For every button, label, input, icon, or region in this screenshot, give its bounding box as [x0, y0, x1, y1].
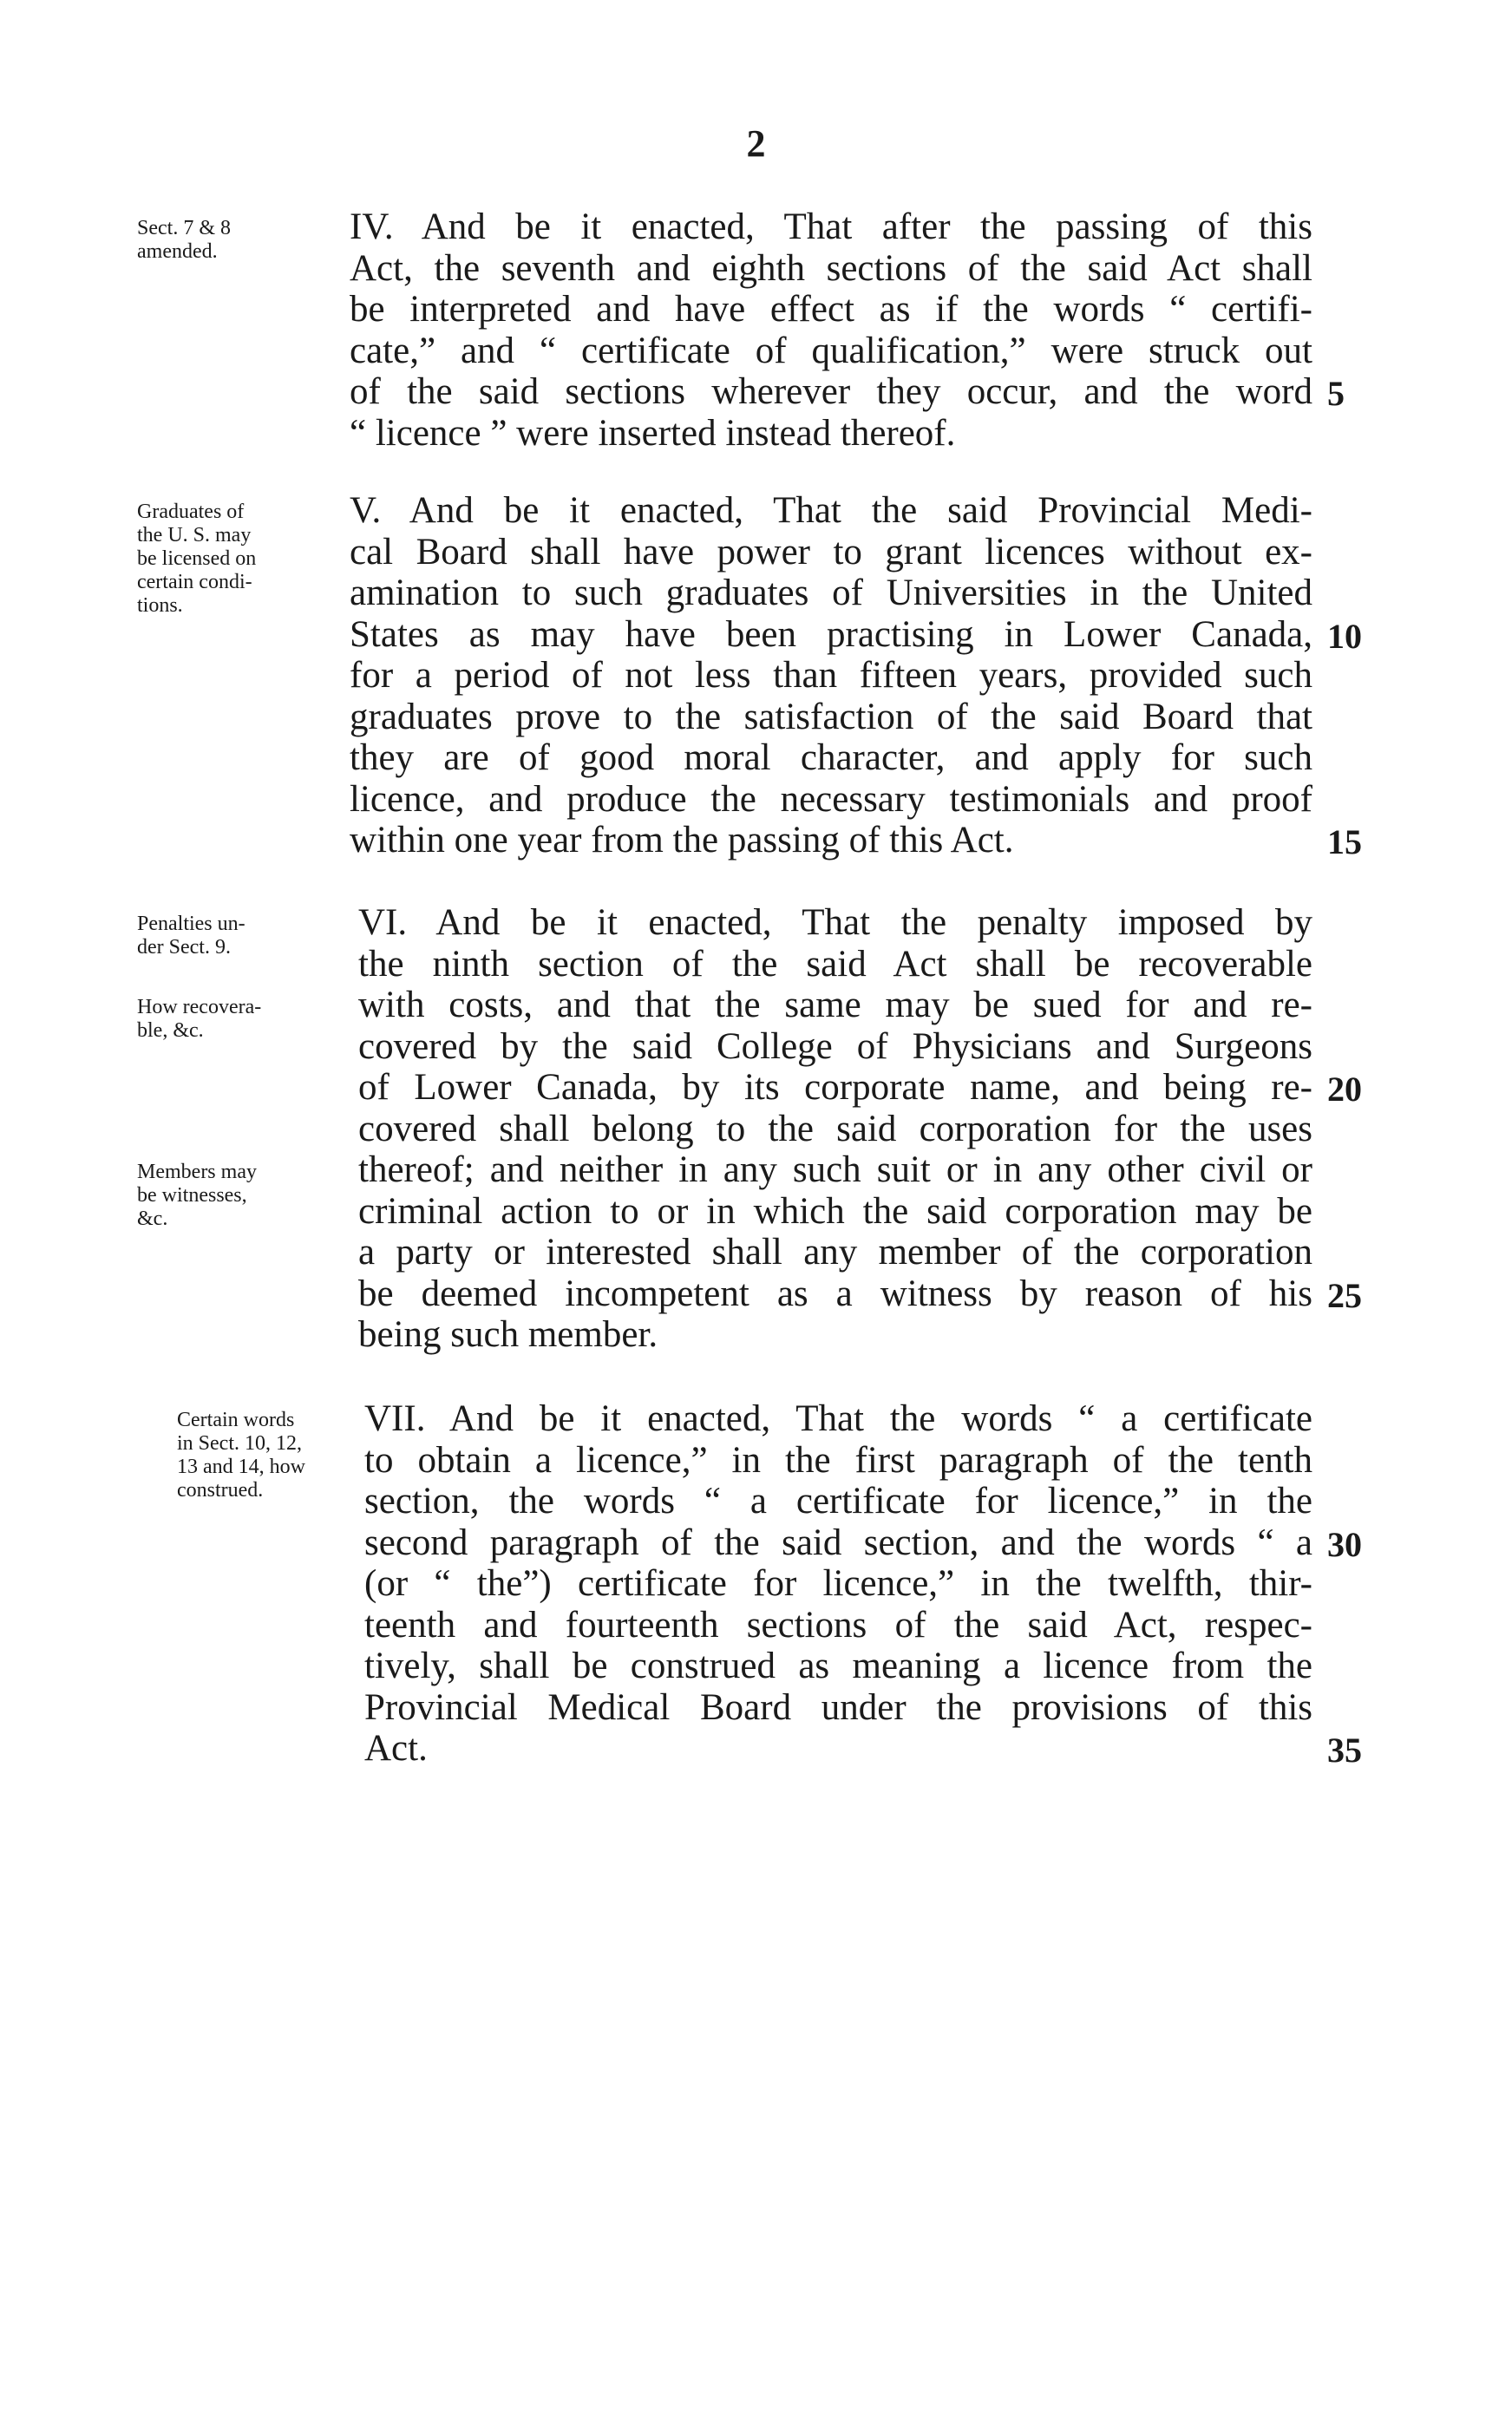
text-line: be interpreted and have effect as if the words “ certifi-: [350, 289, 1312, 330]
side-note-line: certain condi-: [137, 571, 252, 593]
text-line: amination to such graduates of Universities in the United: [350, 573, 1312, 613]
text-line: teenth and fourteenth sections of the said Act, respec-: [364, 1604, 1312, 1646]
side-note-line: in Sect. 10, 12,: [177, 1432, 302, 1455]
side-note-line: Sect. 7 & 8: [137, 217, 231, 239]
text-line: VII. And be it enacted, That the words “ a certificate: [364, 1398, 1312, 1439]
side-note-line: tions.: [137, 594, 183, 617]
text-line: cate,” and “ certificate of qualification,” were struck out: [350, 330, 1312, 371]
page-number: 2: [746, 122, 766, 165]
side-note-line: How recovera-: [137, 996, 262, 1018]
side-note-line: ble, &c.: [137, 1019, 204, 1042]
line-number: 10: [1327, 617, 1362, 656]
line-number: 15: [1327, 822, 1362, 861]
section-vii-text: [364, 1398, 1312, 1770]
side-note-line: der Sect. 9.: [137, 936, 231, 959]
text-line: the ninth section of the said Act shall be recoverable: [358, 943, 1312, 985]
side-note-certain-words: [177, 1409, 376, 1502]
side-note-graduates: [137, 501, 337, 618]
side-note-line: construed.: [177, 1479, 264, 1502]
text-line: covered by the said College of Physicians and Surgeons: [358, 1025, 1312, 1067]
text-line: to obtain a licence,” in the first paragraph of the tenth: [364, 1439, 1312, 1481]
text-line: criminal action to or in which the said corporation may be: [358, 1190, 1312, 1232]
text-line: cal Board shall have power to grant licences without ex-: [350, 531, 1312, 573]
side-note-sect-7-8: [137, 217, 337, 264]
side-note-line: be witnesses,: [137, 1184, 247, 1207]
side-note-line: &c.: [137, 1208, 168, 1230]
text-line: “ licence ” were inserted instead thereof.: [350, 412, 956, 454]
side-note-line: Certain words: [177, 1409, 295, 1431]
text-line: IV. And be it enacted, That after the passing of this: [350, 206, 1312, 247]
text-line: be deemed incompetent as a witness by reason of his: [358, 1273, 1312, 1314]
text-line: V. And be it enacted, That the said Provincial Medi-: [350, 490, 1312, 531]
text-line: a party or interested shall any member of the corporation: [358, 1232, 1312, 1273]
text-line: being such member.: [358, 1314, 658, 1355]
text-line: licence, and produce the necessary testimonials and proof: [350, 778, 1312, 820]
section-vi-text: [358, 902, 1312, 1356]
side-note-recoverable: [137, 996, 337, 1043]
section-v-text: [350, 490, 1312, 861]
text-line: VI. And be it enacted, That the penalty imposed by: [358, 902, 1312, 943]
text-line: thereof; and neither in any such suit or in any other civil or: [358, 1149, 1312, 1190]
side-note-penalties: [137, 913, 337, 959]
side-note-line: Graduates of: [137, 501, 245, 523]
side-note-line: 13 and 14, how: [177, 1456, 305, 1478]
text-line: with costs, and that the same may be sued for and re-: [358, 985, 1312, 1025]
line-number: 25: [1327, 1276, 1362, 1315]
side-note-line: Penalties un-: [137, 913, 245, 935]
text-line: within one year from the passing of this Act.: [350, 820, 1014, 861]
text-line: graduates prove to the satisfaction of the said Board that: [350, 696, 1312, 737]
text-line: of the said sections wherever they occur, and the word: [350, 371, 1312, 412]
side-note-line: Members may: [137, 1161, 257, 1183]
side-note-line: the U. S. may: [137, 524, 252, 546]
text-line: they are of good moral character, and apply for such: [350, 737, 1312, 778]
text-line: for a period of not less than fifteen years, provided such: [350, 655, 1312, 696]
text-line: of Lower Canada, by its corporate name, and being re-: [358, 1067, 1312, 1108]
text-line: second paragraph of the said section, and the words “ a: [364, 1522, 1312, 1563]
line-number: 30: [1327, 1525, 1362, 1564]
text-line: section, the words “ a certificate for licence,” in the: [364, 1481, 1312, 1522]
text-line: covered shall belong to the said corporation for the uses: [358, 1108, 1312, 1149]
side-note-line: be licensed on: [137, 547, 257, 570]
text-line: (or “ the”) certificate for licence,” in the twelfth, thir-: [364, 1563, 1312, 1604]
line-number: 35: [1327, 1731, 1362, 1770]
text-line: States as may have been practising in Lower Canada,: [350, 613, 1312, 655]
text-line: tively, shall be construed as meaning a licence from the: [364, 1646, 1312, 1686]
text-line: Act.: [364, 1728, 428, 1769]
line-number: 20: [1327, 1070, 1362, 1109]
line-number: 5: [1327, 374, 1345, 413]
section-iv-text: [350, 206, 1312, 454]
side-note-line: amended.: [137, 240, 218, 263]
side-note-members: [137, 1161, 337, 1231]
text-line: Act, the seventh and eighth sections of the said Act shall: [350, 247, 1312, 289]
text-line: Provincial Medical Board under the provisions of this: [364, 1686, 1312, 1728]
